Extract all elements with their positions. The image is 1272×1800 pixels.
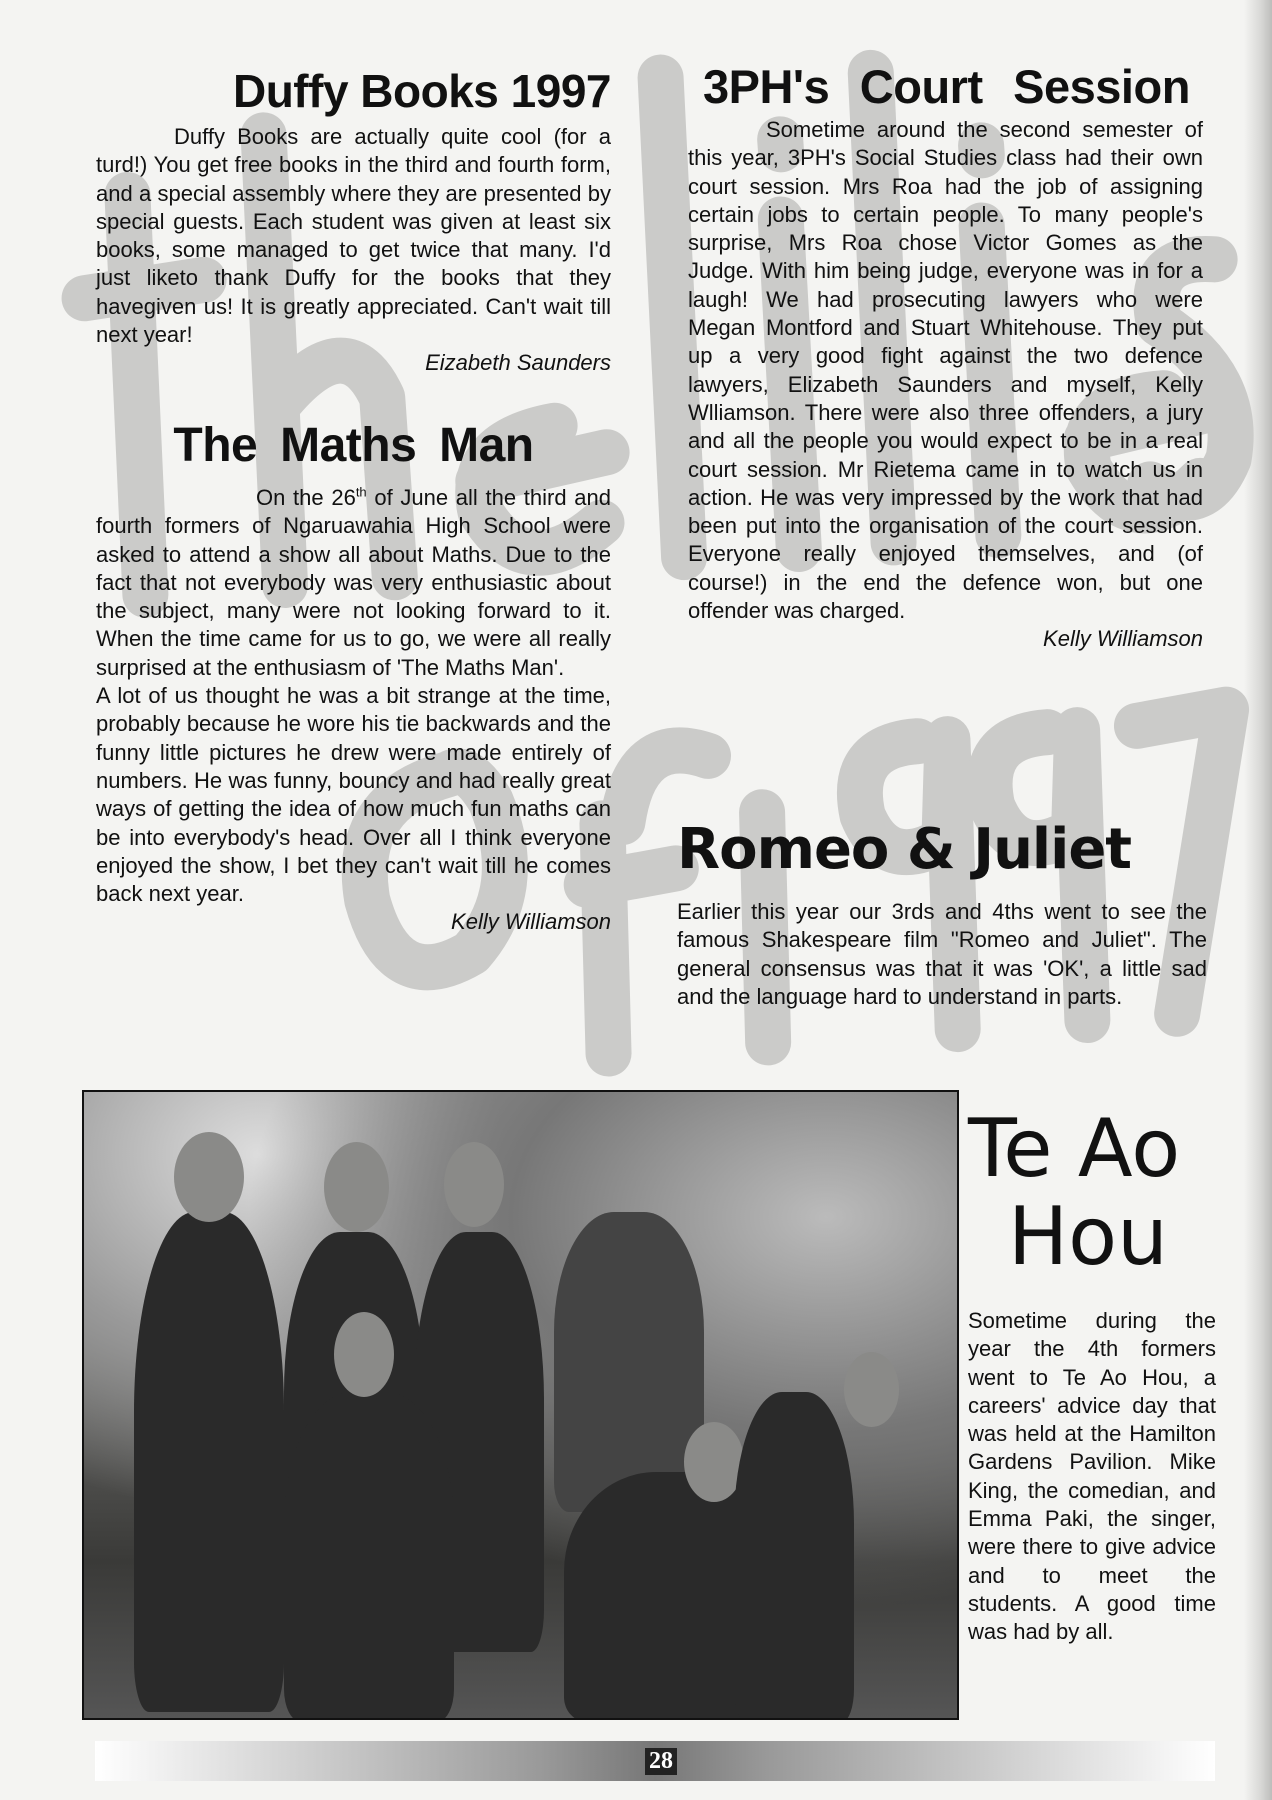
photo-figure-head — [174, 1132, 244, 1222]
superscript: th — [355, 484, 367, 500]
article-title: Romeo & Juliet — [677, 817, 1132, 882]
article-body-paragraph: A lot of us thought he was a bit strange at the time, probably because he wore his tie backwards and the funny little pictures he drew were made entirely of numbers. He was funny, bouncy and had really great ways of getting the idea of how much fun maths can be into everybody's head. Over all I think everyone enjoyed the show, I bet they can't wait till he comes back next year. — [96, 683, 611, 907]
photo-figure — [734, 1392, 854, 1720]
article-author: Kelly Williamson — [451, 909, 611, 935]
article-body-paragraph — [96, 484, 611, 682]
photo-figure-head — [844, 1352, 899, 1427]
article-title: 3PH's Court Session — [703, 60, 1190, 113]
photo-figure-head — [444, 1142, 504, 1227]
students-photo — [82, 1090, 959, 1720]
article-title — [968, 1102, 1218, 1283]
text-span: On the 26 — [256, 485, 356, 510]
article-title: Duffy Books 1997 — [232, 65, 611, 117]
article-author: Eizabeth Saunders — [425, 350, 611, 376]
article-title-line: Te Ao — [968, 1102, 1181, 1195]
article-title-line: Hou — [1008, 1190, 1168, 1283]
article-court-session — [688, 60, 1203, 654]
article-romeo-juliet — [677, 817, 1217, 1011]
article-body: Duffy Books are actually quite cool (for a turd!) You get free books in the third and fourth form, and a special assembly where they are presented by special guests. Each student was given at least six books, some managed to get twice that many. I'd just liketo thank Duffy for the books that they havegiven us! It is greatly appreciated. Can't wait till next year! — [96, 124, 611, 348]
article-title: The Maths Man — [173, 419, 534, 472]
article-te-ao-hou — [968, 1102, 1218, 1647]
text-span: of June all the third and fourth formers of Ngaruawahia High School were asked to attend a show all about Maths. Due to the fact that not everybody was very enthusiastic about the subject, many were not looking forward to it. When the time came for us to go, we were all really surprised at the enthusiasm of 'The Maths Man'. — [96, 485, 611, 680]
article-maths-man — [96, 419, 611, 937]
article-body: Earlier this year our 3rds and 4ths went to see the famous Shakespeare film "Romeo and Juliet". The general consensus was that it was 'OK', a little sad and the language hard to understand in parts. — [677, 899, 1207, 1009]
photo-figure — [134, 1212, 284, 1712]
article-author: Kelly Williamson — [1043, 626, 1203, 652]
page-number: 28 — [645, 1748, 677, 1775]
photo-figure — [554, 1212, 704, 1512]
article-body: Sometime around the second semester of this year, 3PH's Social Studies class had their own court session. Mrs Roa had the job of assigning certain jobs to certain people. To many people's surprise, Mrs Roa chose Victor Gomes as the Judge. With him being judge, everyone was in for a laugh! We had prosecuting lawyers who were Megan Montford and Stuart Whitehouse. They put up a very good fight against the two defence lawyers, Elizabeth Saunders and myself, Kelly Wlliamson. There were also three offenders, a jury and all the people you would expect to be in a real court session. Mr Rietema came in to watch us in action. He was very impressed by the work that had been put into the organisation of the court session. Everyone really enjoyed themselves, and (of course!) in the end the defence won, but one offender was charged. — [688, 117, 1203, 624]
article-body: Sometime during the year the 4th formers went to Te Ao Hou, a careers' advice day that was held at the Hamilton Gardens Pavilion. Mike King, the comedian, and Emma Paki, the singer, were there to give advice and to meet the students. A good time was had by all. — [968, 1308, 1216, 1645]
photo-figure — [284, 1392, 454, 1720]
article-duffy-books — [96, 65, 611, 378]
photo-figure-head — [334, 1312, 394, 1397]
photo-figure-head — [324, 1142, 389, 1232]
